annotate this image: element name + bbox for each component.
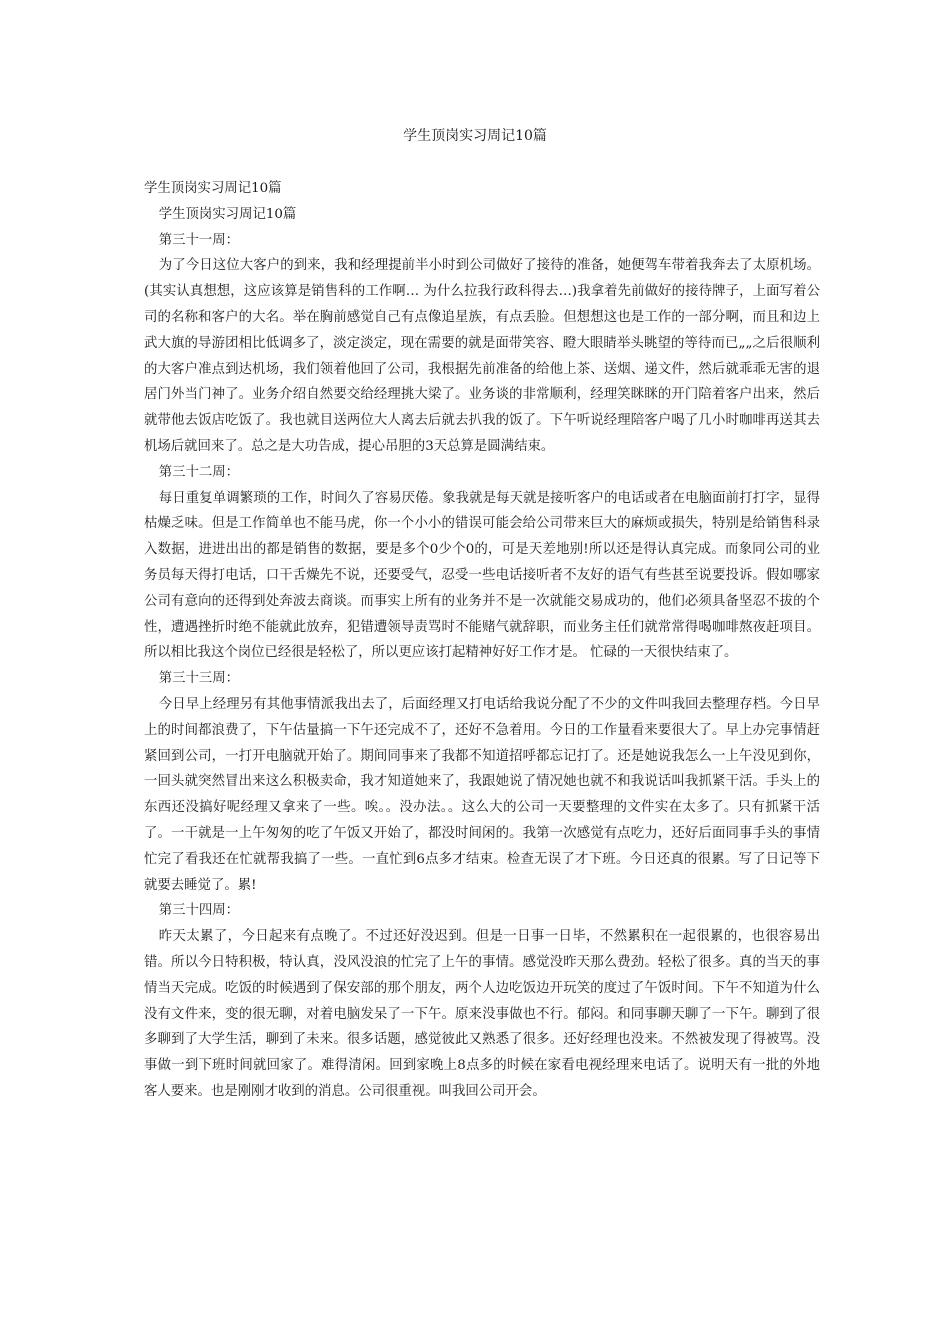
page-title: 学生顶岗实习周记10篇 (403, 128, 547, 144)
week-33-text: 今日早上经理另有其他事情派我出去了，后面经理又打电话给我说分配了不少的文件叫我回去整理存档。今日早上的时间都浪费了，下午估量搞一下午还完成不了，还好不急着用。今日的工作量看来要很大了。早上办完事情赶紧回到公司，一打开电脑就开始了。期间同事来了我都不知道招呼都忘记打了。还是她说我怎么一上午没见到你，一回头就突然冒出来这么积极卖命，我才知道她来了，我跟她说了情况她也就不和我说话叫我抓紧干活。手头上的东西还没搞好呢经理又拿来了一些。唉。。没办法。。这么大的公司一天要整理的文件实在太多了。只有抓紧干活了。一干就是一上午匆匆的吃了午饭又开始了，都没时间闲的。我第一次感觉有点吃力，还好后面同事手头的事情忙完了看我还在忙就帮我搞了一些。一直忙到6点多才结束。检查无误了才下班。今日还真的很累。写了日记等下就要去睡觉了。累! (144, 696, 820, 893)
document-body (144, 176, 820, 1105)
week-33-heading: 第三十三周： (158, 671, 240, 687)
week-34-heading: 第三十四周： (158, 903, 240, 919)
paragraph-subheading: 学生顶岗实习周记10篇 (158, 206, 297, 222)
paragraph-heading: 学生顶岗实习周记10篇 (144, 181, 282, 196)
week-31-heading: 第三十一周： (158, 232, 240, 248)
week-32-text: 每日重复单调繁琐的工作，时间久了容易厌倦。象我就是每天就是接听客户的电话或者在电脑面前打打字，显得枯燥乏味。但是工作简单也不能马虎，你一个小小的错误可能会给公司带来巨大的麻烦或损失，特别是给销售科录入数据，进进出出的都是销售的数据，要是多个0少个0的，可是天差地别!所以还是得认真完成。而象同公司的业务员每天得打电话，口干舌燥先不说，还要受气，忍受一些电话接听者不友好的语气有些甚至说要投诉。假如哪家公司有意向的还得到处奔波去商谈。而事实上所有的业务并不是一次就能交易成功的，他们必须具备坚忍不拔的个性，遭遇挫折时绝不能就此放弃，犯错遭领导责骂时不能赌气就辞职，而业务主任们就常常得喝咖啡熬夜赶项目。所以相比我这个岗位已经很是轻松了，所以更应该打起精神好好工作才是。 忙碌的一天很快结束了。 (144, 490, 820, 661)
week-34-text: 昨天太累了，今日起来有点晚了。不过还好没迟到。但是一日事一日毕，不然累积在一起很累的，也很容易出错。所以今日特积极，特认真，没风没浪的忙完了上午的事情。感觉没昨天那么费劲。轻松了很多。真的当天的事情当天完成。吃饭的时候遇到了保安部的那个朋友，两个人边吃饭边开玩笑的度过了午饭时间。下午不知道为什么没有文件来，变的很无聊，对着电脑发呆了一下午。原来没事做也不行。郁闷。和同事聊天聊了一下午。聊到了很多聊到了大学生活，聊到了未来。很多话题，感觉彼此又熟悉了很多。还好经理也没来。不然被发现了得被骂。没事做一到下班时间就回家了。难得清闲。回到家晚上8点多的时候在家看电视经理来电话了。说明天有一批的外地客人要来。也是刚刚才收到的消息。公司很重视。叫我回公司开会。 (144, 929, 820, 1099)
week-31-text: 为了今日这位大客户的到来，我和经理提前半小时到公司做好了接待的准备，她便驾车带着我奔去了太原机场。(其实认真想想，这应该算是销售科的工作啊… 为什么拉我行政科得去…)我拿着先前做好的接待牌子，上面写着公司的名称和客户的大名。举在胸前感觉自己有点像追星族，有点丢脸。但想想这也是工作的一部分啊，而且和边上武大旗的导游团相比低调多了，淡定淡定，现在需要的就是面带笑容、瞪大眼睛举头眺望的等待而已„„之后很顺利的大客户准点到达机场，我们领着他回了公司，我根据先前准备的给他上茶、送烟、递文件，然后就乖乖无害的退居门外当门神了。业务介绍自然要交给经理挑大梁了。业务谈的非常顺利，经理笑眯眯的开门陪着客户出来，然后就带他去饭店吃饭了。我也就目送两位大人离去后就去扒我的饭了。下午听说经理陪客户喝了几小时咖啡再送其去机场后就回来了。总之是大功告成，提心吊胆的3天总算是圆满结束。 (144, 258, 820, 454)
week-32-heading: 第三十二周： (158, 464, 240, 480)
